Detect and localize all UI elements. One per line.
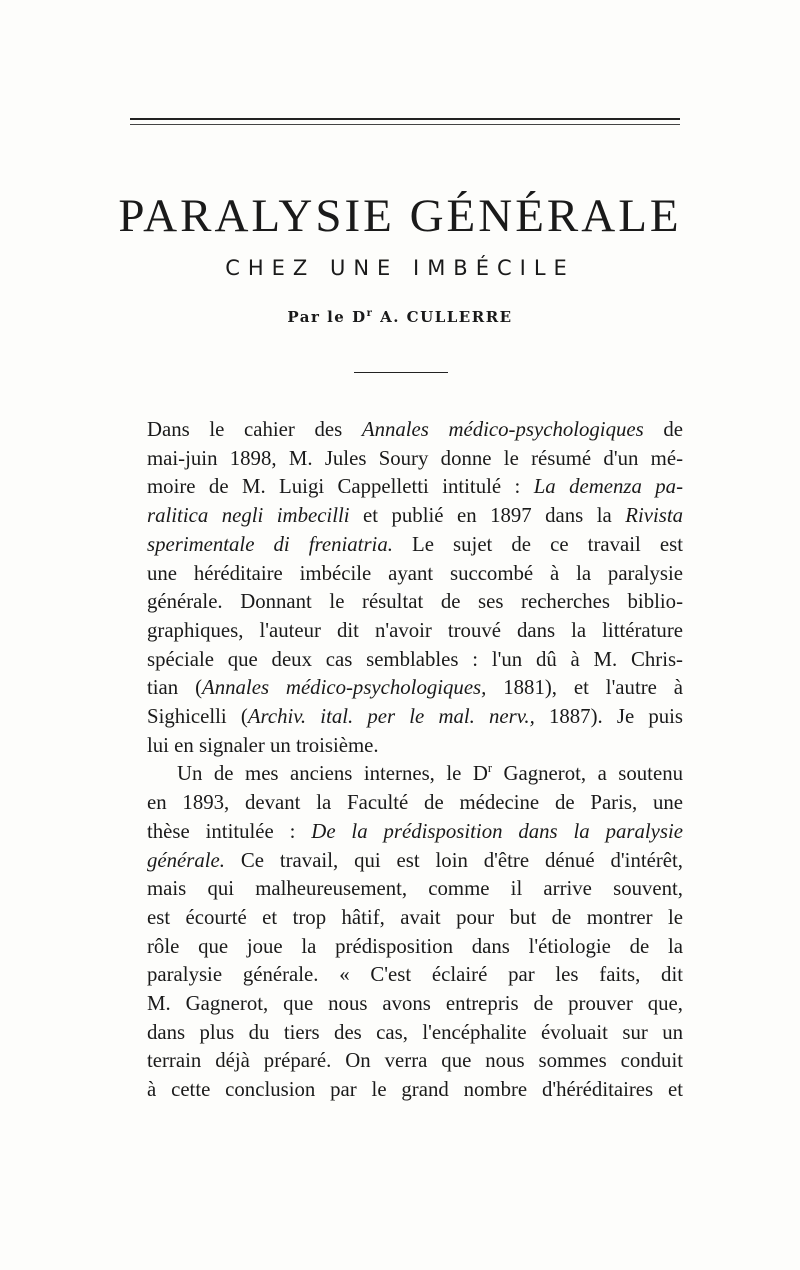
article-subtitle: CHEZ UNE IMBÉCILE: [225, 256, 575, 280]
body-line: [147, 875, 683, 904]
section-divider: [354, 372, 448, 373]
italic-text: Annales médico-psychologiques,: [202, 676, 487, 700]
body-line: [147, 1047, 683, 1076]
body-line: [147, 473, 683, 502]
body-line: [147, 646, 683, 675]
body-line: [147, 933, 683, 962]
text-run: spéciale que deux cas semblables : l'un dû à M. Chris-: [147, 647, 683, 671]
text-run: moire de M. Luigi Cappelletti intitulé :: [147, 475, 534, 499]
body-line: [147, 445, 683, 474]
text-run: Gagnerot, a soutenu: [492, 762, 683, 786]
top-double-rule-upper: [130, 118, 680, 120]
body-text: [147, 416, 683, 1105]
body-line: [147, 588, 683, 617]
body-line: [147, 617, 683, 646]
italic-text: De la prédisposition dans la paralysie: [311, 819, 683, 843]
body-line: [147, 904, 683, 933]
text-run: Le sujet de ce travail est: [392, 532, 683, 556]
text-run: terrain déjà préparé. On verra que nous sommes conduit: [147, 1049, 683, 1073]
body-line: [147, 789, 683, 818]
text-run: graphiques, l'auteur dit n'avoir trouvé dans la littérature: [147, 618, 683, 642]
body-line: [147, 732, 683, 761]
italic-text: Archiv. ital. per le mal. nerv.,: [247, 705, 535, 729]
text-run: mais qui malheureusement, comme il arrive souvent,: [147, 877, 683, 901]
italic-text: générale.: [147, 848, 225, 872]
byline-author: A. CULLERRE: [373, 308, 513, 326]
body-line: [147, 560, 683, 589]
italic-text: ralitica negli imbecilli: [147, 504, 350, 528]
body-line: [147, 760, 683, 789]
body-line: [147, 674, 683, 703]
italic-text: Annales médico-psychologiques: [361, 418, 644, 441]
italic-text: Rivista: [625, 504, 683, 528]
text-run: rôle que joue la prédisposition dans l'étiologie de la: [147, 934, 683, 958]
byline-prefix: Par le D: [287, 308, 367, 326]
byline-superscript: r: [366, 308, 374, 319]
text-run: paralysie générale. « C'est éclairé par les faits, dit: [147, 963, 683, 987]
text-run: M. Gagnerot, que nous avons entrepris de prouver que,: [147, 992, 683, 1016]
body-line: [147, 416, 683, 445]
body-line: [147, 961, 683, 990]
italic-text: sperimentale di freniatria.: [147, 532, 393, 556]
author-byline: [0, 306, 800, 328]
text-run: Un de mes anciens internes, le D: [177, 762, 488, 786]
text-run: lui en signaler un troisième.: [147, 733, 379, 757]
body-line: [147, 847, 683, 876]
text-run: thèse intitulée :: [147, 819, 312, 843]
text-run: tian (: [147, 676, 203, 700]
body-line: [147, 502, 683, 531]
body-line: [147, 531, 683, 560]
text-run: 1887). Je puis: [534, 705, 683, 729]
text-run: une héréditaire imbécile ayant succombé à la paralysie: [147, 561, 683, 585]
text-run: mai-juin 1898, M. Jules Soury donne le résumé d'un mé-: [147, 446, 683, 470]
article-title: PARALYSIE GÉNÉRALE: [118, 190, 682, 242]
text-run: en 1893, devant la Faculté de médecine de Paris, une: [147, 791, 683, 815]
text-run: et publié en 1897 dans la: [349, 504, 626, 528]
body-line: [147, 818, 683, 847]
body-line: [147, 990, 683, 1019]
body-line: [147, 703, 683, 732]
text-run: 1881), et l'autre à: [486, 676, 683, 700]
text-run: Dans le cahier des: [147, 418, 362, 441]
text-run: Ce travail, qui est loin d'être dénué d'intérêt,: [224, 848, 683, 872]
text-run: générale. Donnant le résultat de ses recherches biblio-: [147, 590, 683, 614]
top-double-rule-lower: [130, 124, 680, 125]
text-run: dans plus du tiers des cas, l'encéphalite évoluait sur un: [147, 1020, 683, 1044]
superscript-text: r: [487, 761, 493, 776]
body-line: [147, 1076, 683, 1105]
text-run: Sighicelli (: [147, 705, 248, 729]
text-run: à cette conclusion par le grand nombre d'héréditaires et: [147, 1078, 683, 1102]
text-run: de: [643, 418, 683, 441]
text-run: est écourté et trop hâtif, avait pour but de montrer le: [147, 905, 683, 929]
body-line: [147, 1019, 683, 1048]
italic-text: La demenza pa-: [533, 475, 683, 499]
